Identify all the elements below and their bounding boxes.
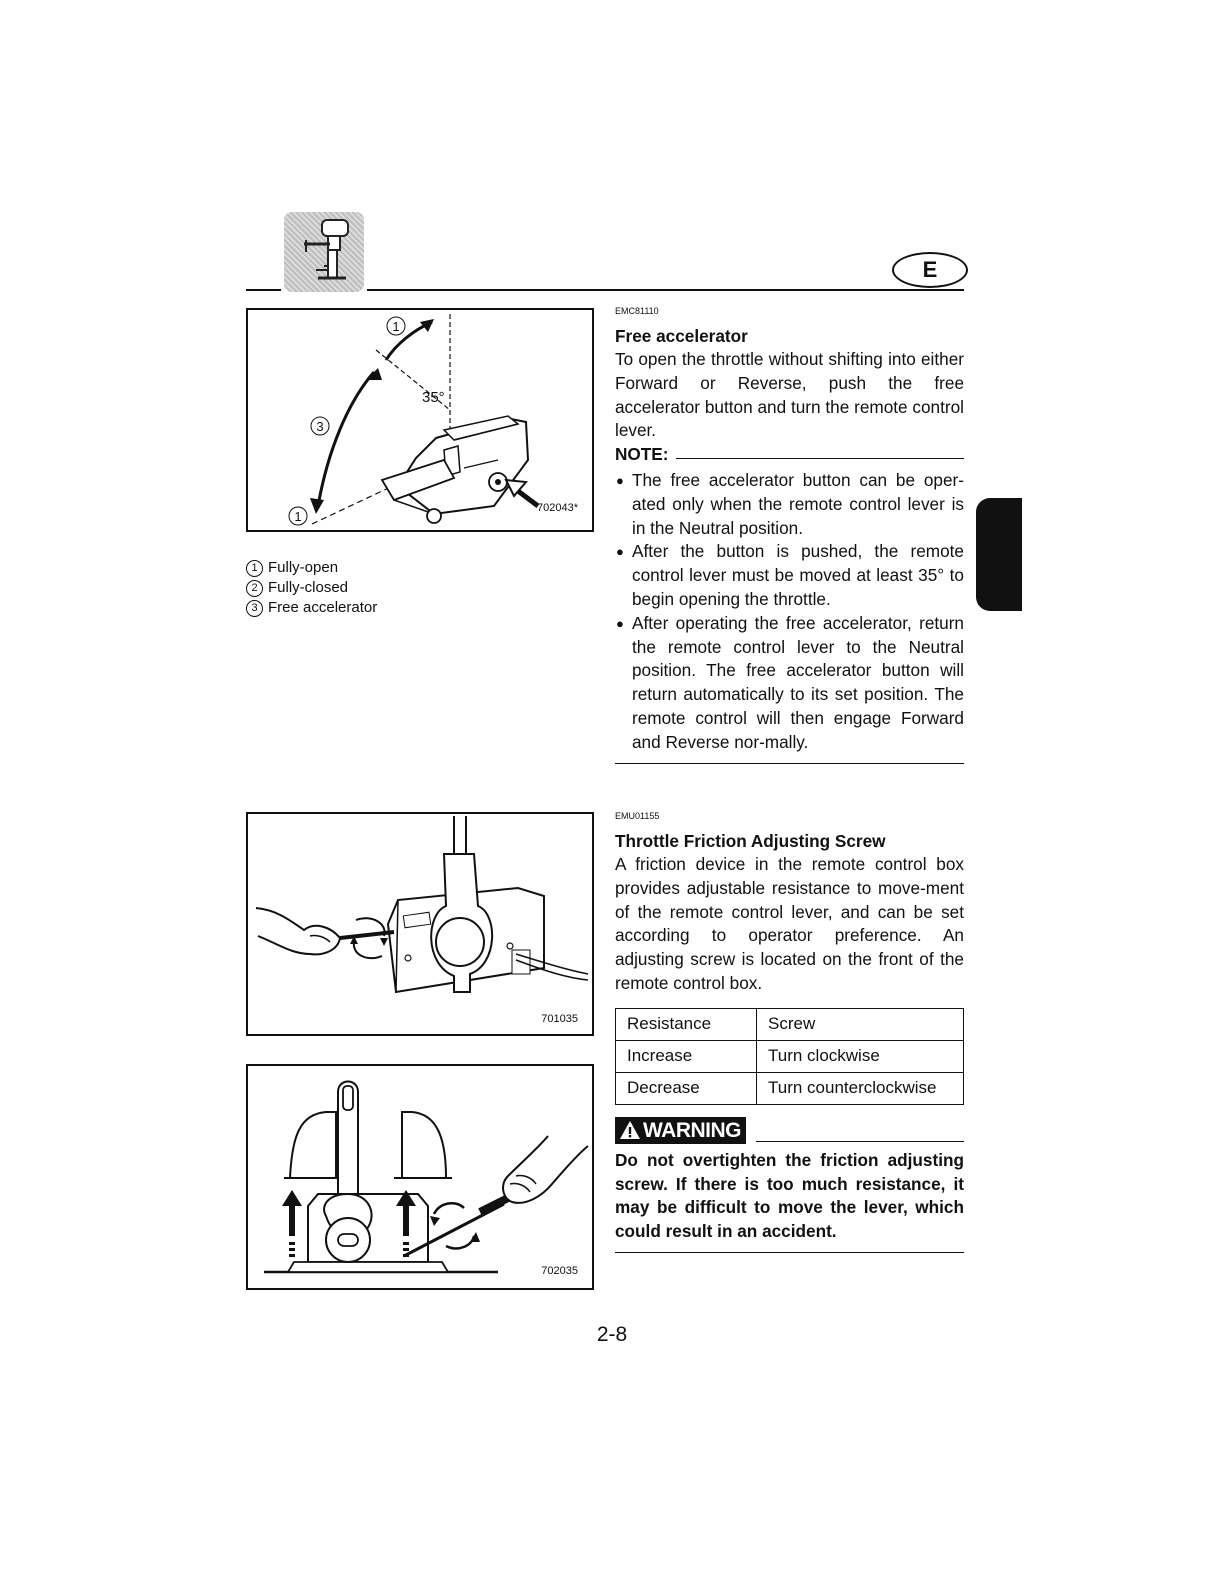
table-cell: Turn counterclockwise	[757, 1072, 964, 1104]
table-cell: Increase	[616, 1040, 757, 1072]
note-header	[615, 443, 964, 467]
outboard-motor-icon	[284, 212, 364, 292]
figure-friction-screw-side	[246, 812, 594, 1036]
legend-item: 2 Fully-closed	[246, 578, 377, 598]
page-number: 2-8	[596, 1323, 628, 1346]
note-end-rule	[615, 763, 964, 764]
section-code: EMU01155	[615, 811, 660, 821]
table-row	[616, 1072, 964, 1104]
legend-item: 1 Fully-open	[246, 558, 377, 578]
note-list	[615, 469, 964, 755]
note-item: ● The free accelerator button can be oper-ated only when the remote control lever is in the Neutral position.	[615, 469, 964, 540]
figure-label-angle: 35°	[422, 389, 445, 406]
figure-free-accelerator	[246, 308, 594, 532]
warning-triangle-icon	[619, 1120, 641, 1140]
warning-rule	[756, 1141, 964, 1142]
section-title: Free accelerator	[615, 326, 748, 346]
table-cell: Turn clockwise	[757, 1040, 964, 1072]
figure-code: 702035	[541, 1265, 578, 1277]
section-title: Throttle Friction Adjusting Screw	[615, 831, 886, 851]
note-label: NOTE:	[615, 444, 669, 465]
remote-control-lever-angle-icon	[248, 310, 592, 530]
figure-label-3: 3	[316, 419, 324, 434]
figure-code: 701035	[541, 1013, 578, 1025]
table-cell: Decrease	[616, 1072, 757, 1104]
resistance-table	[615, 1008, 964, 1105]
warning-header	[615, 1117, 964, 1144]
section-code: EMC81110	[615, 306, 659, 316]
language-badge: E	[892, 252, 968, 288]
table-header-cell: Resistance	[616, 1008, 757, 1040]
figure-label-1-top: 1	[392, 319, 400, 334]
friction-screw-front-view-icon	[248, 1066, 592, 1288]
section-free-accelerator	[615, 305, 964, 764]
friction-screw-screwdriver-icon	[248, 814, 592, 1034]
figure-code: 702043*	[537, 502, 578, 514]
figure-legend	[246, 558, 377, 618]
note-item: ● After operating the free accelerator, return the remote control lever to the Neutral position. The free accelerator button will return automatically to its set position. The remote control will then engage Forward and Reverse nor-mally.	[615, 612, 964, 755]
figure-friction-screw-front	[246, 1064, 594, 1290]
chapter-side-tab	[976, 498, 1022, 611]
warning-label: WARNING	[643, 1118, 741, 1142]
table-header-cell: Screw	[757, 1008, 964, 1040]
warning-badge	[615, 1117, 746, 1144]
warning-text: Do not overtighten the friction adjusting screw. If there is too much resistance, it may be difficult to move the lever, which could result in an accident.	[615, 1149, 964, 1242]
table-header-row	[616, 1008, 964, 1040]
legend-item: 3 Free accelerator	[246, 598, 377, 618]
note-rule	[676, 458, 964, 459]
table-row	[616, 1040, 964, 1072]
section-friction-screw	[615, 810, 964, 1253]
figure-label-1-bottom: 1	[294, 509, 302, 524]
section-body: To open the throttle without shifting into either Forward or Reverse, push the free accelerator button and turn the remote control lever.	[615, 349, 964, 441]
section-body: A friction device in the remote control box provides adjustable resistance to move-ment of the remote control lever, and can be set according to operator preference. An adjusting screw is located on the front of the remote control box.	[615, 854, 964, 993]
note-item: ● After the button is pushed, the remote control lever must be moved at least 35° to begin opening the throttle.	[615, 540, 964, 611]
warning-end-rule	[615, 1252, 964, 1253]
